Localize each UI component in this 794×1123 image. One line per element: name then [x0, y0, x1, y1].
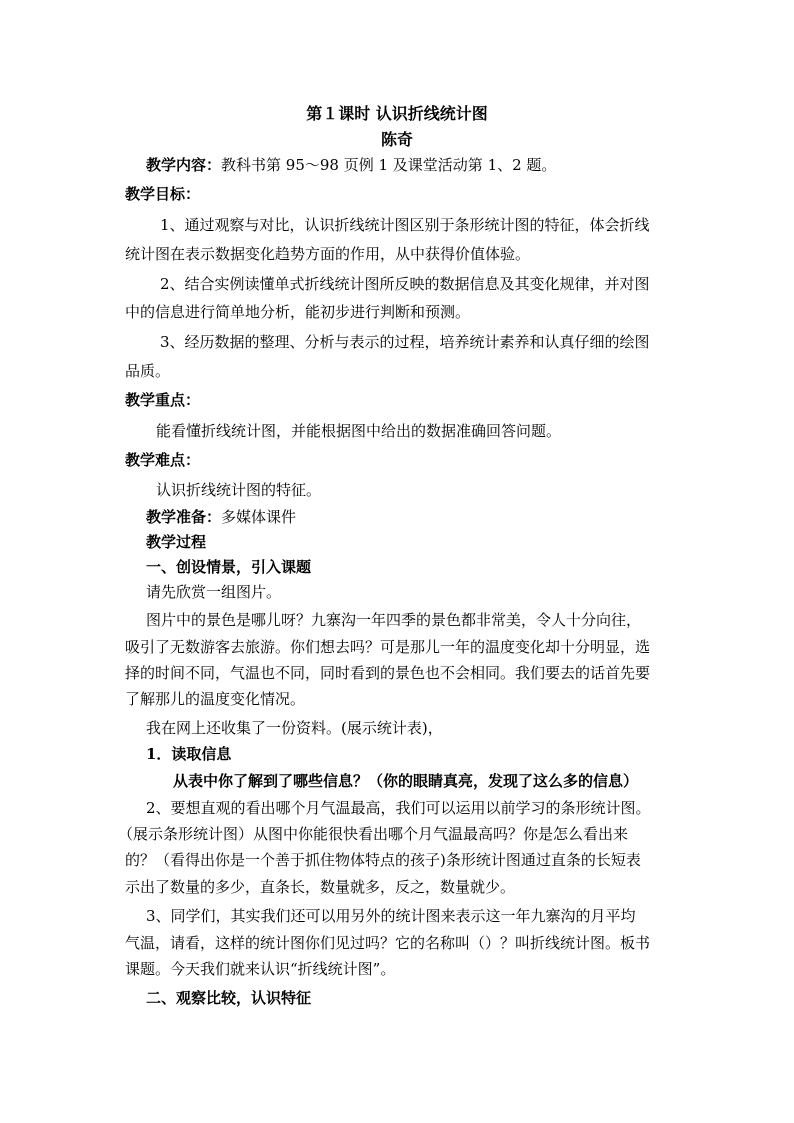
item-2-line-3: 的？（看得出你是一个善于抓住物体特点的孩子)条形统计图通过直条的长短表 [125, 851, 641, 869]
teaching-content [146, 155, 556, 175]
teaching-content-text: 教科书第 95～98 页例 1 及课堂活动第 1、2 题。 [221, 156, 557, 174]
item-2-line-4: 示出了数量的多少，直条长，数量就多，反之，数量就少。 [125, 878, 516, 896]
goals-heading: 教学目标： [125, 185, 201, 203]
goal-1-line-2: 统计图在表示数据变化趋势方面的作用，从中获得价值体验。 [125, 245, 531, 263]
item-3-line-3: 课题。今天我们就来认识“折线统计图”。 [125, 960, 396, 978]
key-points-text: 能看懂折线统计图，并能根据图中给出的数据准确回答问题。 [156, 422, 562, 440]
goal-2-line-1: 2、结合实例读懂单式折线统计图所反映的数据信息及其变化规律，并对图 [160, 275, 650, 293]
item-1-question: 从表中你了解到了哪些信息？（你的眼睛真亮，发现了这么多的信息） [173, 772, 639, 790]
section-2-heading: 二、观察比较，认识特征 [146, 989, 312, 1007]
teaching-prep-text: 多媒体课件 [221, 508, 297, 526]
item-1-heading: 1．读取信息 [146, 745, 232, 763]
section-1-paragraph-2-line-2: 吸引了无数游客去旅游。你们想去吗？可是那儿一年的温度变化却十分明显，选 [125, 638, 651, 656]
section-1-paragraph-2-line-4: 了解那儿的温度变化情况。 [125, 690, 306, 708]
item-3-line-2: 气温，请看，这样的统计图你们见过吗？它的名称叫（）？叫折线统计图。板书 [125, 934, 651, 952]
process-heading: 教学过程 [146, 533, 207, 551]
goal-1-line-1: 1、通过观察与对比，认识折线统计图区别于条形统计图的特征，体会折线 [160, 216, 650, 234]
document-title: 第１课时 认识折线统计图 [306, 104, 488, 123]
section-1-paragraph-3: 我在网上还收集了一份资料。(展示统计表)， [146, 719, 443, 737]
goal-3-line-2: 品质。 [125, 362, 171, 380]
teaching-prep [146, 507, 296, 527]
item-2-line-2: （展示条形统计图）从图中你能很快看出哪个月气温最高吗？你是怎么看出来 [118, 825, 629, 843]
section-1-paragraph-2-line-1: 图片中的景色是哪儿呀？九寨沟一年四季的景色都非常美，令人十分向往， [146, 611, 642, 629]
key-points-heading: 教学重点： [125, 391, 201, 409]
difficulty-text: 认识折线统计图的特征。 [156, 481, 322, 499]
item-2-line-1: 2、要想直观的看出哪个月气温最高，我们可以运用以前学习的条形统计图。 [146, 799, 651, 817]
teaching-content-label: 教学内容： [146, 156, 222, 174]
goal-2-line-2: 中的信息进行简单地分析，能初步进行判断和预测。 [125, 303, 471, 321]
author-name: 陈奇 [380, 130, 413, 149]
section-1-heading: 一、创设情景，引入课题 [146, 558, 312, 576]
section-1-paragraph-1: 请先欣赏一组图片。 [146, 583, 282, 601]
goal-3-line-1: 3、经历数据的整理、分析与表示的过程，培养统计素养和认真仔细的绘图 [160, 333, 650, 351]
section-1-paragraph-2-line-3: 择的时间不同，气温也不同，同时看到的景色也不会相同。我们要去的话首先要 [125, 664, 651, 682]
difficulty-heading: 教学难点： [125, 451, 201, 469]
item-3-line-1: 3、同学们，其实我们还可以用另外的统计图来表示这一年九寨沟的月平均 [146, 907, 636, 925]
teaching-prep-label: 教学准备： [146, 508, 222, 526]
